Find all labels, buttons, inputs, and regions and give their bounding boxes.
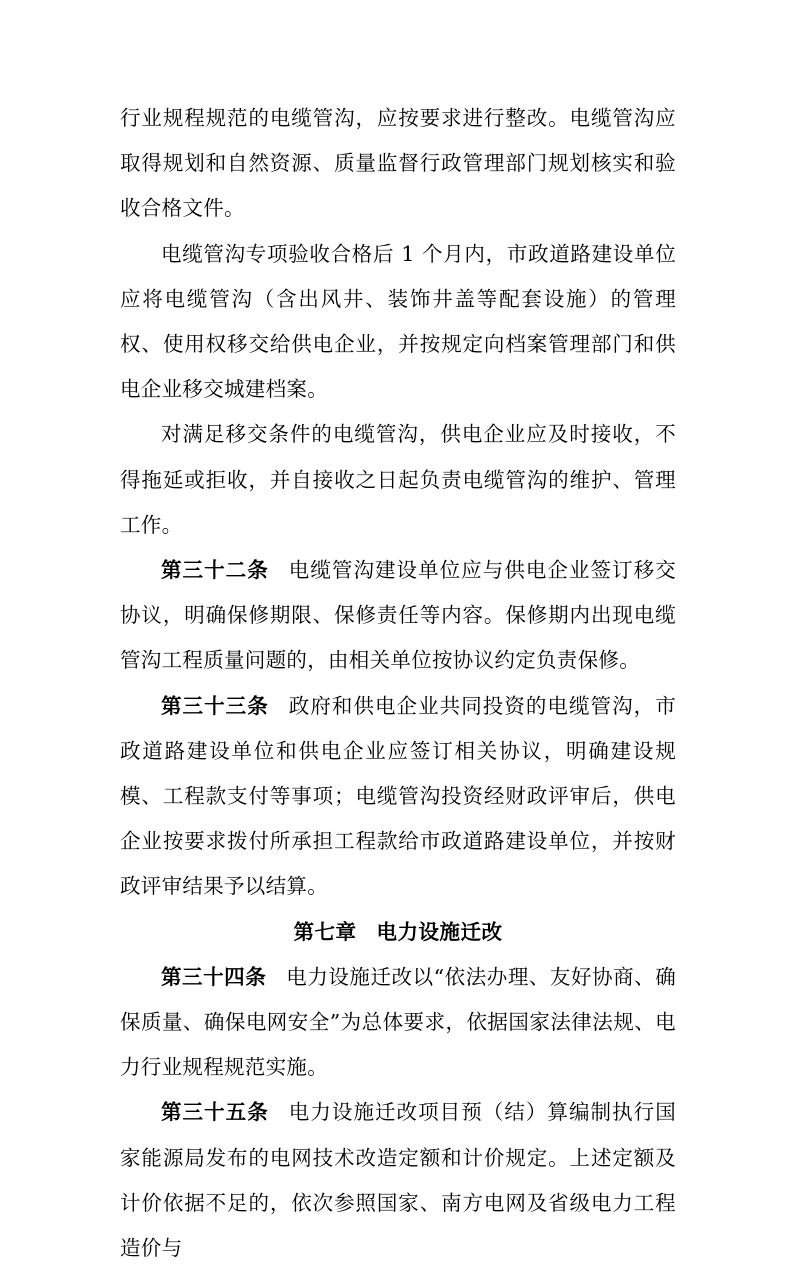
paragraph-acceptance-obligation: 对满足移交条件的电缆管沟，供电企业应及时接收，不得拖延或拒收，并自接收之日起负责电缆管沟的维护、管理工作。 bbox=[120, 422, 676, 537]
chapter-number: 第七章 bbox=[293, 919, 357, 944]
article-35 bbox=[120, 1090, 676, 1271]
paragraph-transfer-after-acceptance: 电缆管沟专项验收合格后 1 个月内，市政道路建设单位应将电缆管沟（含出风井、装饰井盖等配套设施）的管理权、使用权移交给供电企业，并按规定向档案管理部门和供电企业移交城建档案。 bbox=[120, 241, 676, 402]
article-33-number: 第三十三条 bbox=[161, 693, 269, 718]
article-35-text: 电力设施迁改项目预（结）算编制执行国家能源局发布的电网技术改造定额和计价规定。上述定额及计价依据不足的，依次参照国家、南方电网及省级电力工程造价与 bbox=[120, 1100, 677, 1261]
document-page bbox=[120, 96, 676, 1271]
article-33 bbox=[120, 684, 676, 910]
paragraph-continuation: 行业规程规范的电缆管沟，应按要求进行整改。电缆管沟应取得规划和自然资源、质量监督行政管理部门规划核实和验收合格文件。 bbox=[120, 106, 676, 221]
article-34 bbox=[120, 955, 676, 1091]
article-34-text: 电力设施迁改以“依法办理、友好协商、确保质量、确保电网安全”为总体要求，依据国家法律法规、电力行业规程规范实施。 bbox=[120, 964, 676, 1080]
article-32 bbox=[120, 548, 676, 684]
article-33-text: 政府和供电企业共同投资的电缆管沟，市政道路建设单位和供电企业应签订相关协议，明确建设规模、工程款支付等事项；电缆管沟投资经财政评审后，供电企业按要求拨付所承担工程款给市政道路建设单位，并按财政评审结果予以结算。 bbox=[120, 693, 677, 899]
article-35-number: 第三十五条 bbox=[161, 1100, 269, 1125]
article-32-number: 第三十二条 bbox=[161, 558, 269, 583]
chapter-title: 电力设施迁改 bbox=[376, 919, 503, 944]
article-32-text: 电缆管沟建设单位应与供电企业签订移交协议，明确保修期限、保修责任等内容。保修期内出现电缆管沟工程质量问题的，由相关单位按协议约定负责保修。 bbox=[120, 558, 677, 673]
chapter-heading bbox=[120, 910, 676, 955]
article-34-number: 第三十四条 bbox=[161, 964, 267, 989]
